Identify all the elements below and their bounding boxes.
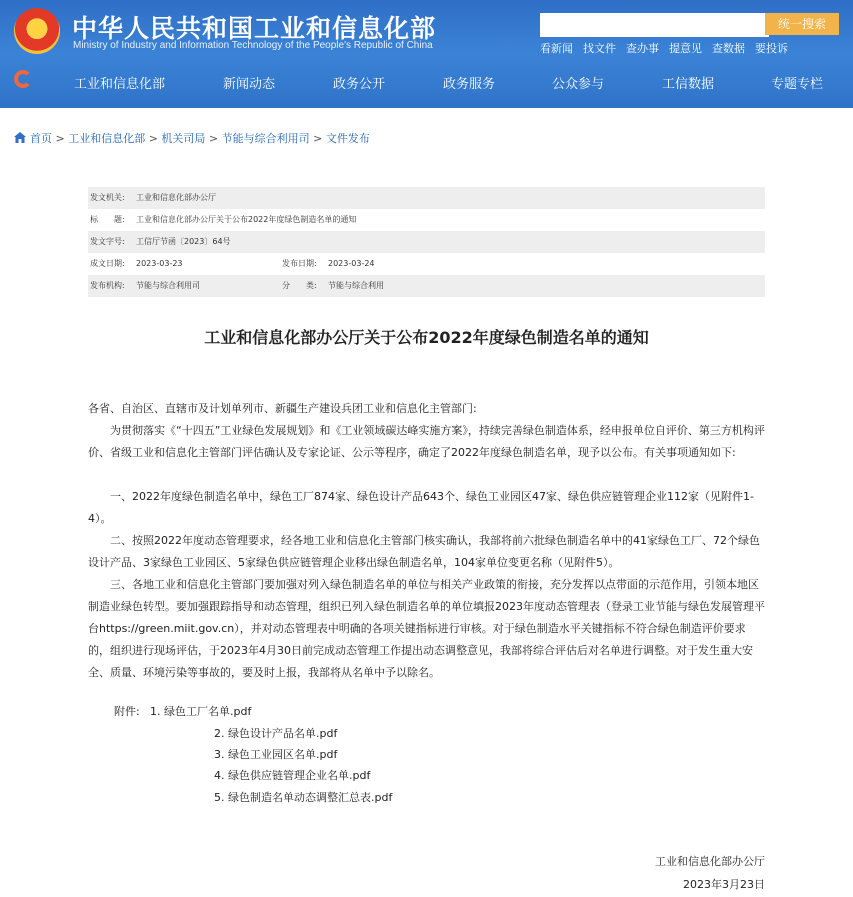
breadcrumb-separator: > xyxy=(309,132,326,145)
paragraph-intro: 为贯彻落实《“十四五”工业绿色发展规划》和《工业领域碳达峰实施方案》，持续完善绿色制造体系，经申报单位自评价、第三方机构评价、省级工业和信息化主管部门评估确认及专家论证、公示等程序，确定了2022年度绿色制造名单，现予以公布。有关事项通知如下: xyxy=(88,424,765,459)
breadcrumb-departments[interactable]: 机关司局 xyxy=(161,132,206,145)
info-row-title xyxy=(88,209,765,231)
search-button[interactable]: 统一搜索 xyxy=(765,13,839,35)
breadcrumb-separator: > xyxy=(205,132,222,145)
info-label: 成文日期: xyxy=(90,259,125,268)
search-input[interactable] xyxy=(540,13,769,37)
info-label: 分 类: xyxy=(282,281,317,290)
info-value: 工信厅节函〔2023〕64号 xyxy=(136,237,231,246)
attachment-link-2[interactable]: 2. 绿色设计产品名单.pdf xyxy=(214,727,338,740)
quick-links xyxy=(540,40,798,56)
paragraph-item-3: 三、各地工业和信息化主管部门要加强对列入绿色制造名单的单位与相关产业政策的衔接，充分发挥以点带面的示范作用，引领本地区制造业绿色转型。要加强跟踪指导和动态管理，组织已列入绿色制造名单的单位填报2023年度动态管理表（登录工业节能与绿色发展管理平台https://green.miit.gov.cn），并对动态管理表中明确的各项关键指标进行审核。对于绿色制造水平关键指标不符合绿色制造评价要求的，组织进行现场评估，于2023年4月30日前完成动态管理工作提出动态调整意见，我部将综合评估后对名单进行调整。对于发生重大安全、质量、环境污染等事故的，要及时上报，我部将从名单中予以除名。 xyxy=(88,578,765,679)
attachments-label: 附件: xyxy=(114,705,140,718)
breadcrumb-file-release[interactable]: 文件发布 xyxy=(325,132,370,145)
info-label: 标 题: xyxy=(90,215,125,224)
main-nav xyxy=(0,63,853,101)
quick-link-files[interactable]: 找文件 xyxy=(583,42,616,55)
breadcrumb-energy-dept[interactable]: 节能与综合利用司 xyxy=(221,132,310,145)
nav-item-data[interactable]: 工信数据 xyxy=(662,77,715,92)
quick-link-data[interactable]: 查数据 xyxy=(712,42,745,55)
site-subtitle: Ministry of Industry and Information Technology of the People's Republic of China xyxy=(73,40,433,51)
info-row-issuer xyxy=(88,187,765,209)
info-label: 发布日期: xyxy=(282,259,317,268)
quick-link-news[interactable]: 看新闻 xyxy=(540,42,573,55)
attachment-link-4[interactable]: 4. 绿色供应链管理企业名单.pdf xyxy=(214,769,371,782)
quick-link-complaints[interactable]: 要投诉 xyxy=(755,42,788,55)
nav-item-services[interactable]: 政务服务 xyxy=(443,77,496,92)
nav-item-topics[interactable]: 专题专栏 xyxy=(771,77,824,92)
attachment-link-3[interactable]: 3. 绿色工业园区名单.pdf xyxy=(214,748,338,761)
breadcrumb-ministry[interactable]: 工业和信息化部 xyxy=(68,132,146,145)
breadcrumb-home[interactable]: 首页 xyxy=(30,132,52,145)
quick-link-services[interactable]: 查办事 xyxy=(626,42,659,55)
info-row-doc-no xyxy=(88,231,765,253)
nav-logo-icon[interactable] xyxy=(14,70,32,88)
home-icon xyxy=(14,132,26,143)
info-label: 发布机构: xyxy=(90,281,125,290)
breadcrumb-separator: > xyxy=(52,132,69,145)
info-value: 节能与综合利用 xyxy=(328,281,384,290)
nav-item-participation[interactable]: 公众参与 xyxy=(552,77,605,92)
signature-office: 工业和信息化部办公厅 xyxy=(655,855,765,868)
nav-item-ministry[interactable]: 工业和信息化部 xyxy=(74,77,166,92)
paragraph-addressee: 各省、自治区、直辖市及计划单列市、新疆生产建设兵团工业和信息化主管部门: xyxy=(88,402,477,415)
site-title[interactable]: 中华人民共和国工业和信息化部 xyxy=(72,14,437,43)
document-info-table xyxy=(88,187,765,297)
info-value: 2023-03-24 xyxy=(328,259,375,268)
paragraph-item-1: 一、2022年度绿色制造名单中，绿色工厂874家、绿色设计产品643个、绿色工业园区47家、绿色供应链管理企业112家（见附件1-4）。 xyxy=(88,490,754,525)
attachment-link-1[interactable]: 1. 绿色工厂名单.pdf xyxy=(150,705,252,718)
nav-item-gov-affairs[interactable]: 政务公开 xyxy=(333,77,386,92)
nav-item-news[interactable]: 新闻动态 xyxy=(223,77,276,92)
info-value: 工业和信息化部办公厅关于公布2022年度绿色制造名单的通知 xyxy=(136,215,357,224)
attachment-link-5[interactable]: 5. 绿色制造名单动态调整汇总表.pdf xyxy=(214,791,393,804)
info-row-org xyxy=(88,275,765,297)
info-value: 工业和信息化部办公厅 xyxy=(136,193,216,202)
paragraph-item-2: 二、按照2022年度动态管理要求，经各地工业和信息化主管部门核实确认，我部将前六批绿色制造名单中的41家绿色工厂、72个绿色设计产品、3家绿色工业园区、5家绿色供应链管理企业移出绿色制造名单，104家单位变更名称（见附件5）。 xyxy=(88,534,760,569)
info-label: 发文字号: xyxy=(90,237,125,246)
info-label: 发文机关: xyxy=(90,193,125,202)
signature-date: 2023年3月23日 xyxy=(683,878,765,891)
breadcrumb xyxy=(14,130,370,146)
info-value: 节能与综合利用司 xyxy=(136,281,200,290)
national-emblem-icon xyxy=(14,8,60,54)
site-header xyxy=(0,0,853,108)
breadcrumb-separator: > xyxy=(145,132,162,145)
quick-link-feedback[interactable]: 提意见 xyxy=(669,42,702,55)
info-value: 2023-03-23 xyxy=(136,259,183,268)
info-row-dates xyxy=(88,253,765,275)
document-title: 工业和信息化部办公厅关于公布2022年度绿色制造名单的通知 xyxy=(204,328,649,347)
